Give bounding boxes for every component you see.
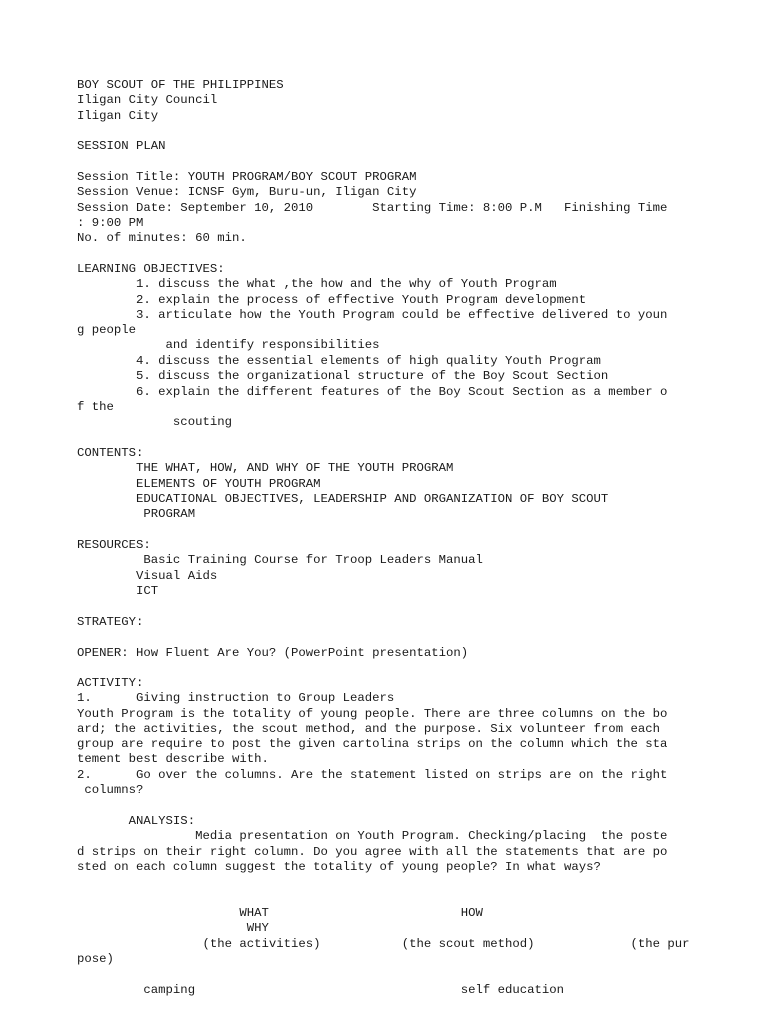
columns-subheaders: (the activities) (the scout method) (the pur — [77, 937, 690, 951]
session-venue: Session Venue: ICNSF Gym, Buru-un, Iligan City — [77, 185, 417, 199]
objective-line: f the — [77, 400, 114, 414]
objective-line: 3. articulate how the Youth Program could be effective delivered to youn — [77, 308, 668, 322]
resources-heading: RESOURCES: — [77, 538, 151, 552]
objective-line: g people — [77, 323, 137, 337]
objective-line: 5. discuss the organizational structure of the Boy Scout Section — [77, 369, 609, 383]
activity-line: group are require to post the given cartolina strips on the column which the sta — [77, 737, 668, 751]
resources-line: Visual Aids — [77, 569, 218, 583]
analysis-line: Media presentation on Youth Program. Checking/placing the poste — [77, 829, 668, 843]
columns-subheaders-cont: pose) — [77, 952, 114, 966]
analysis-line: sted on each column suggest the totality of young people? In what ways? — [77, 860, 601, 874]
doc-title: SESSION PLAN — [77, 139, 166, 153]
contents-line: ELEMENTS OF YOUTH PROGRAM — [77, 477, 321, 491]
activity-line: 2. Go over the columns. Are the statement listed on strips are on the right — [77, 768, 668, 782]
resources-line: Basic Training Course for Troop Leaders Manual — [77, 553, 483, 567]
objective-line: 1. discuss the what ,the how and the why of Youth Program — [77, 277, 557, 291]
contents-line: PROGRAM — [77, 507, 196, 521]
contents-heading: CONTENTS: — [77, 446, 144, 460]
activity-heading: ACTIVITY: — [77, 676, 144, 690]
columns-entries: camping self education — [77, 983, 565, 997]
analysis-line: d strips on their right column. Do you agree with all the statements that are po — [77, 845, 668, 859]
session-date-cont: : 9:00 PM — [77, 216, 144, 230]
activity-line: columns? — [77, 783, 144, 797]
objective-line: 4. discuss the essential elements of high quality Youth Program — [77, 354, 601, 368]
objective-line: and identify responsibilities — [77, 338, 380, 352]
analysis-heading: ANALYSIS: — [77, 814, 196, 828]
activity-line: 1. Giving instruction to Group Leaders — [77, 691, 395, 705]
activity-line: Youth Program is the totality of young people. There are three columns on the bo — [77, 707, 668, 721]
objective-line: scouting — [77, 415, 232, 429]
header-council: Iligan City Council — [77, 93, 218, 107]
objective-line: 6. explain the different features of the Boy Scout Section as a member o — [77, 385, 668, 399]
header-org: BOY SCOUT OF THE PHILIPPINES — [77, 78, 284, 92]
session-minutes: No. of minutes: 60 min. — [77, 231, 247, 245]
columns-header-what-how: WHAT HOW — [77, 906, 483, 920]
opener-line: OPENER: How Fluent Are You? (PowerPoint presentation) — [77, 646, 469, 660]
contents-line: EDUCATIONAL OBJECTIVES, LEADERSHIP AND ORGANIZATION OF BOY SCOUT — [77, 492, 609, 506]
activity-line: ard; the activities, the scout method, and the purpose. Six volunteer from each — [77, 722, 660, 736]
strategy-heading: STRATEGY: — [77, 615, 144, 629]
resources-line: ICT — [77, 584, 159, 598]
contents-line: THE WHAT, HOW, AND WHY OF THE YOUTH PROGRAM — [77, 461, 454, 475]
columns-header-why: WHY — [77, 921, 269, 935]
session-title: Session Title: YOUTH PROGRAM/BOY SCOUT PROGRAM — [77, 170, 417, 184]
objective-line: 2. explain the process of effective Youth Program development — [77, 293, 587, 307]
activity-line: tement best describe with. — [77, 752, 269, 766]
objectives-heading: LEARNING OBJECTIVES: — [77, 262, 225, 276]
session-date: Session Date: September 10, 2010 Starting Time: 8:00 P.M Finishing Time — [77, 201, 668, 215]
header-city: Iligan City — [77, 109, 159, 123]
